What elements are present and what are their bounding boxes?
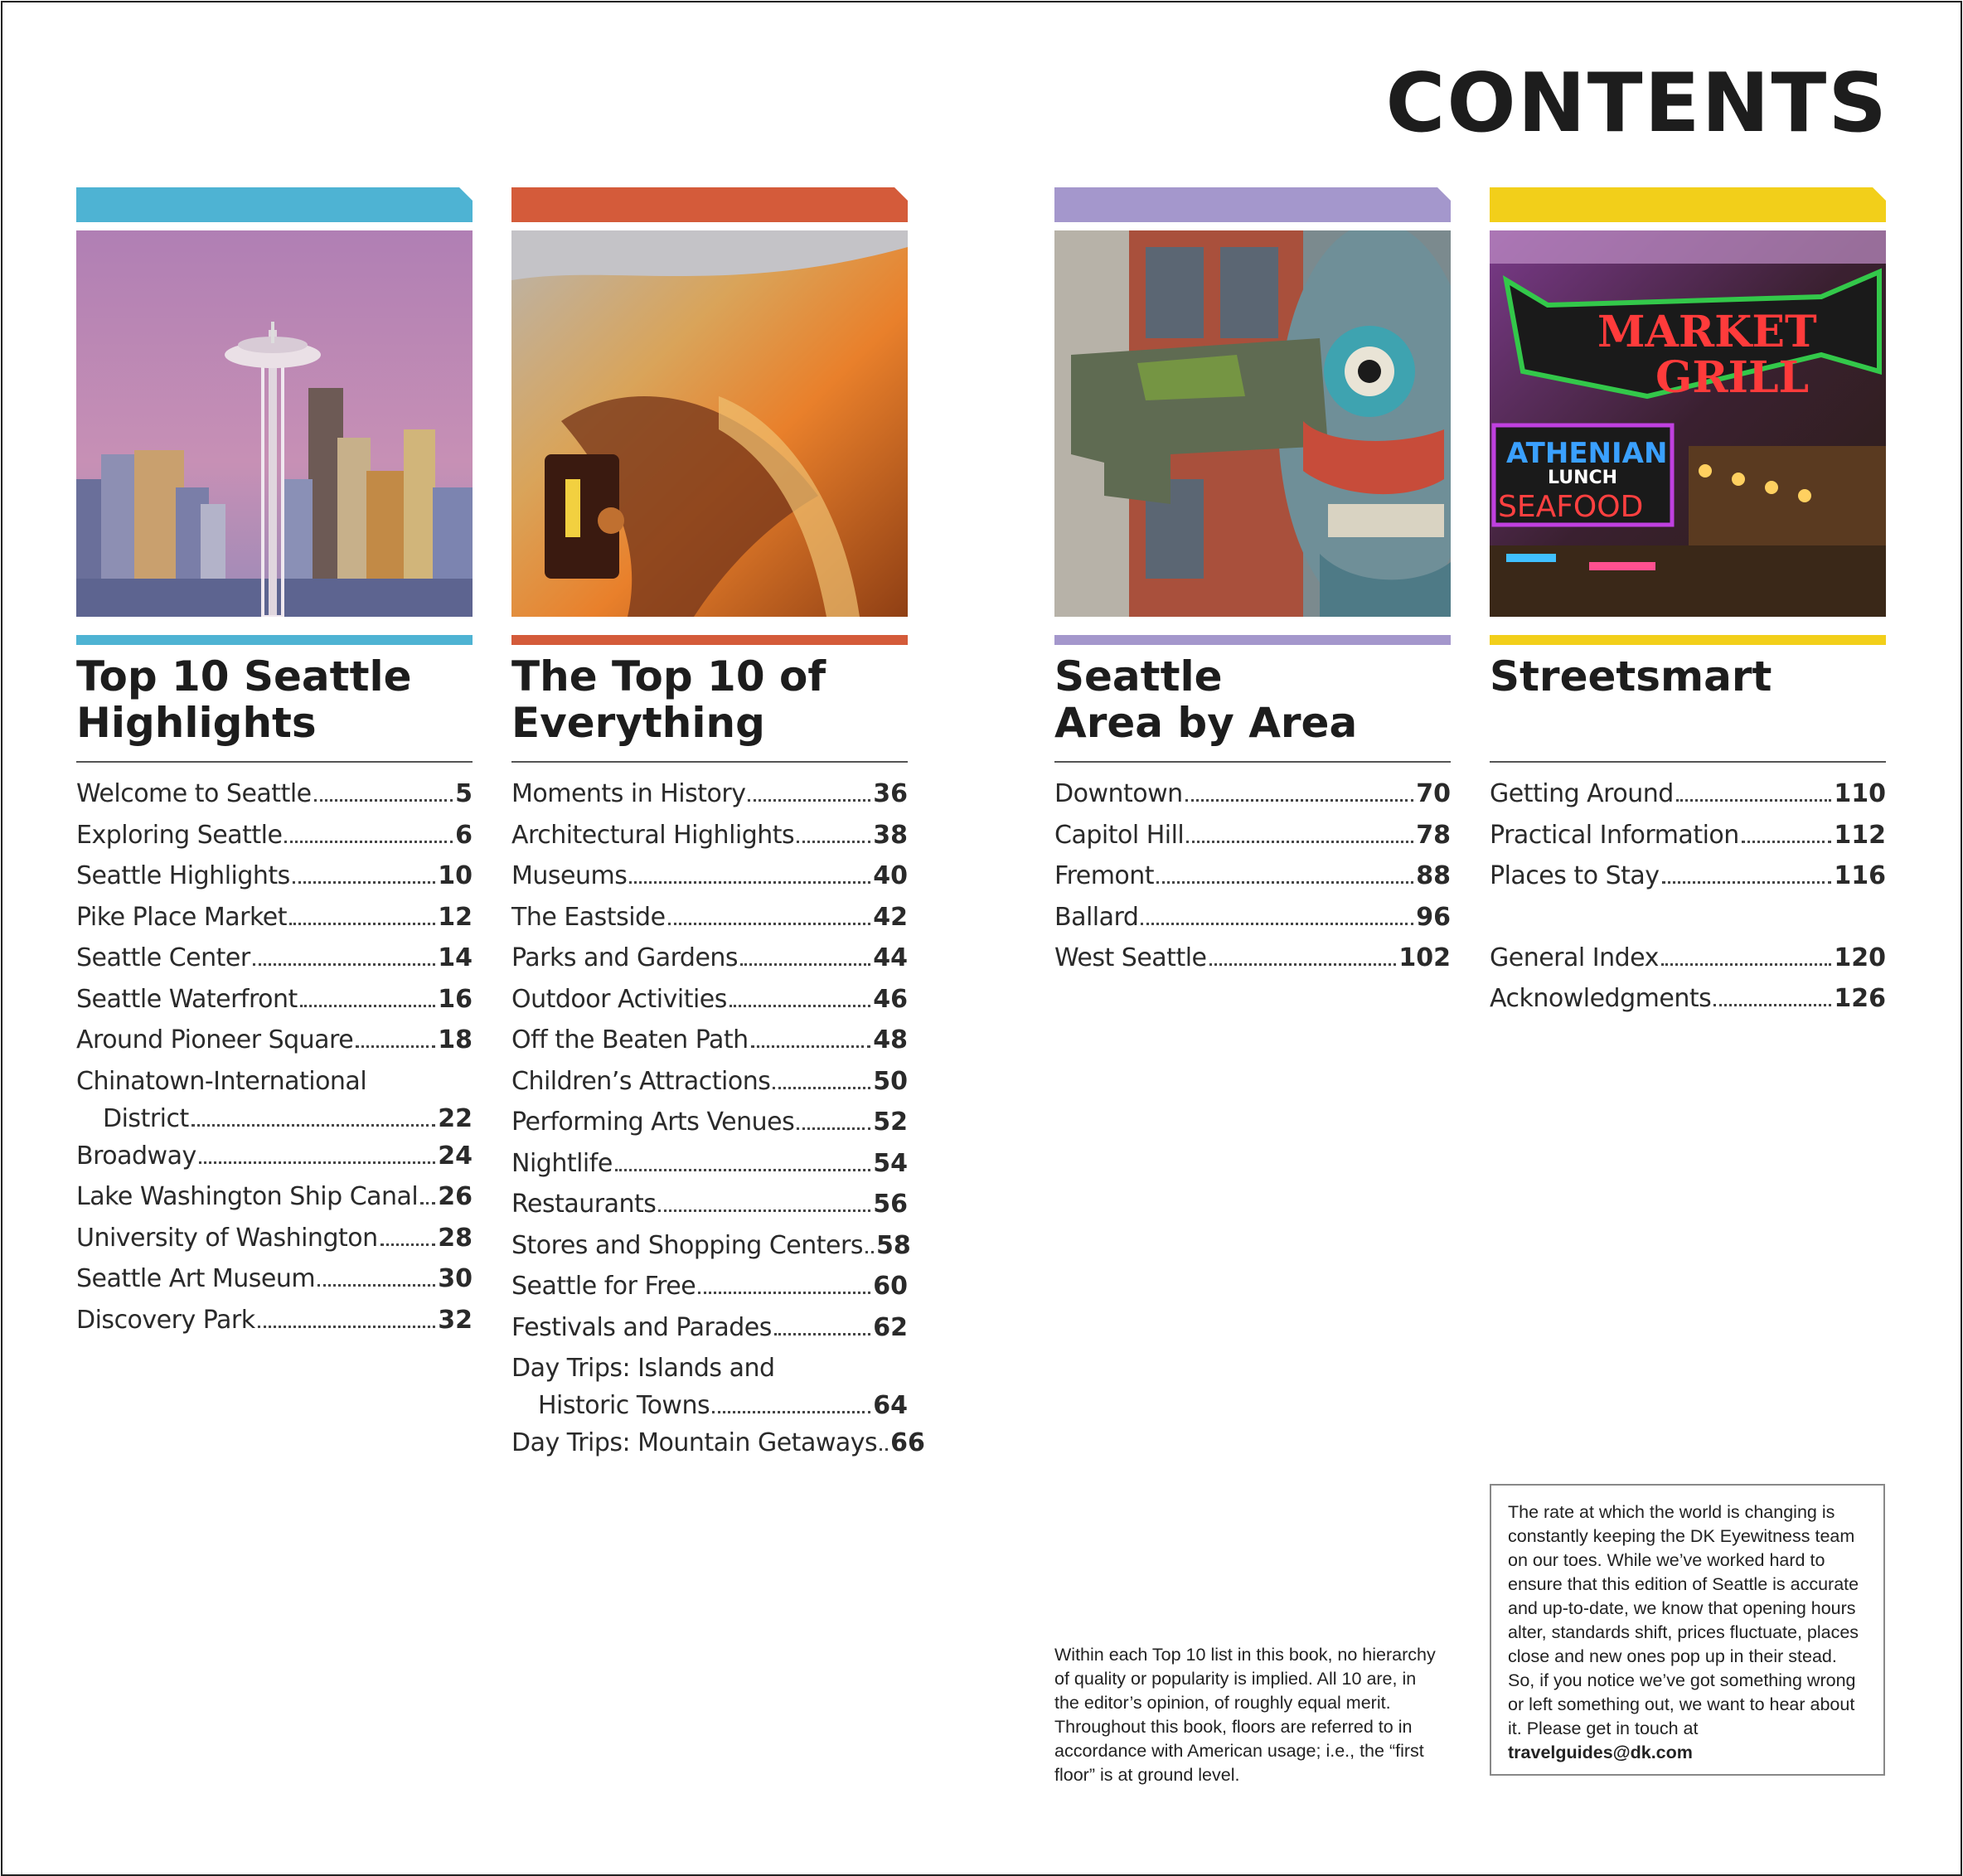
toc-entry[interactable]: Children’s Attractions 50 (511, 1066, 908, 1096)
toc-entry[interactable]: Stores and Shopping Centers 58 (511, 1230, 911, 1260)
neon-market-signs-photo (1490, 230, 1886, 617)
toc-entry[interactable]: The Eastside 42 (511, 902, 908, 932)
toc-entry[interactable]: Parks and Gardens 44 (511, 943, 908, 972)
toc-list (511, 778, 925, 1468)
toc-entry[interactable]: Broadway 24 (76, 1141, 473, 1171)
toc-list (76, 778, 473, 1345)
toc-entry[interactable]: Around Pioneer Square 18 (76, 1025, 473, 1054)
section-tab-bar (1490, 187, 1886, 222)
page-title: CONTENTS (1385, 56, 1888, 151)
toc-entry[interactable]: Welcome to Seattle 5 (76, 779, 473, 808)
section-title: Top 10 Seattle Highlights (76, 652, 412, 747)
toc-entry[interactable]: Fremont 88 (1054, 861, 1451, 890)
toc-entry[interactable]: General Index 120 (1490, 943, 1886, 972)
totem-pole-photo (1054, 230, 1451, 617)
toc-entry[interactable]: Restaurants 56 (511, 1190, 908, 1219)
toc-entry[interactable]: Acknowledgments 126 (1490, 984, 1886, 1013)
section-divider (511, 761, 908, 763)
toc-entry[interactable]: Day Trips: Islands and Historic Towns 64 (511, 1354, 908, 1420)
section-rule (511, 635, 908, 645)
section-rule (1490, 635, 1886, 645)
section-title: The Top 10 of Everything (511, 652, 826, 747)
toc-entry[interactable]: Exploring Seattle 6 (76, 820, 473, 850)
toc-entry[interactable]: Getting Around 110 (1490, 779, 1886, 808)
toc-entry[interactable]: Places to Stay 116 (1490, 861, 1886, 890)
feedback-box (1490, 1484, 1885, 1776)
svg-text:SEAFOOD: SEAFOOD (1498, 490, 1644, 524)
svg-text:MARKET: MARKET (1597, 307, 1817, 357)
toc-list (1490, 778, 1886, 1024)
editorial-note: Within each Top 10 list in this book, no hierarchy of quality or popularity is implied. All 10 are, in the editor’s opinion, of roughly equal merit. Throughout this book, floors are referred to in accordance with American usage; i.e., the “first floor” is at ground level. (1054, 1645, 1436, 1785)
toc-entry[interactable]: Outdoor Activities 46 (511, 984, 908, 1014)
toc-entry[interactable]: West Seattle 102 (1054, 943, 1451, 972)
toc-entry[interactable]: Seattle for Free 60 (511, 1272, 908, 1301)
svg-text:LUNCH: LUNCH (1548, 468, 1618, 488)
toc-entry[interactable]: Day Trips: Mountain Getaways 66 (511, 1428, 925, 1457)
toc-entry[interactable]: Architectural Highlights 38 (511, 820, 908, 850)
feedback-text: The rate at which the world is changing is constantly keeping the DK Eyewitness team on our toes. While we’ve worked hard to ensure that this edition of Seattle is accurate and up-to-date, we know that opening hours alter, standards shift, prices fluctuate, places close and new ones pop up in their stead. So, if you notice we’ve got something wrong or left something out, we want to hear about it. Please get in touch at (1508, 1502, 1859, 1738)
toc-entry[interactable]: Downtown 70 (1054, 779, 1451, 808)
toc-entry[interactable]: Lake Washington Ship Canal 26 (76, 1182, 473, 1211)
metallic-building-facade-photo (511, 230, 908, 617)
section-title: Streetsmart (1490, 652, 1772, 700)
toc-entry[interactable]: Off the Beaten Path 48 (511, 1025, 908, 1054)
toc-entry[interactable]: Festivals and Parades 62 (511, 1312, 908, 1342)
toc-entry[interactable]: Seattle Highlights 10 (76, 861, 473, 890)
toc-entry[interactable]: Practical Information 112 (1490, 820, 1886, 850)
toc-list (1054, 778, 1451, 983)
section-divider (1054, 761, 1451, 763)
feedback-email-link[interactable]: travelguides@dk.com (1508, 1743, 1693, 1762)
section-tab-bar (76, 187, 473, 222)
space-needle-skyline-photo (76, 230, 473, 617)
svg-text:ATHENIAN: ATHENIAN (1506, 437, 1668, 470)
toc-entry[interactable]: Performing Arts Venues 52 (511, 1108, 908, 1137)
section-divider (1490, 761, 1886, 763)
section-tab-bar (1054, 187, 1451, 222)
toc-entry[interactable]: Pike Place Market 12 (76, 902, 473, 932)
toc-entry[interactable]: Moments in History 36 (511, 779, 908, 808)
section-rule (76, 635, 473, 645)
toc-entry[interactable]: Ballard 96 (1054, 902, 1451, 932)
toc-entry[interactable]: Nightlife 54 (511, 1148, 908, 1178)
toc-entry[interactable]: Capitol Hill 78 (1054, 820, 1451, 850)
toc-entry[interactable]: University of Washington 28 (76, 1223, 473, 1253)
toc-entry[interactable]: Seattle Art Museum 30 (76, 1264, 473, 1293)
section-rule (1054, 635, 1451, 645)
toc-entry[interactable]: Discovery Park 32 (76, 1305, 473, 1335)
toc-entry[interactable]: Chinatown-International District 22 (76, 1066, 473, 1133)
toc-entry[interactable]: Seattle Center 14 (76, 943, 473, 972)
section-divider (76, 761, 473, 763)
toc-entry[interactable]: Museums 40 (511, 861, 908, 890)
section-title: Seattle Area by Area (1054, 652, 1358, 747)
svg-text:GRILL: GRILL (1655, 352, 1810, 403)
section-tab-bar (511, 187, 908, 222)
toc-entry[interactable]: Seattle Waterfront 16 (76, 984, 473, 1014)
